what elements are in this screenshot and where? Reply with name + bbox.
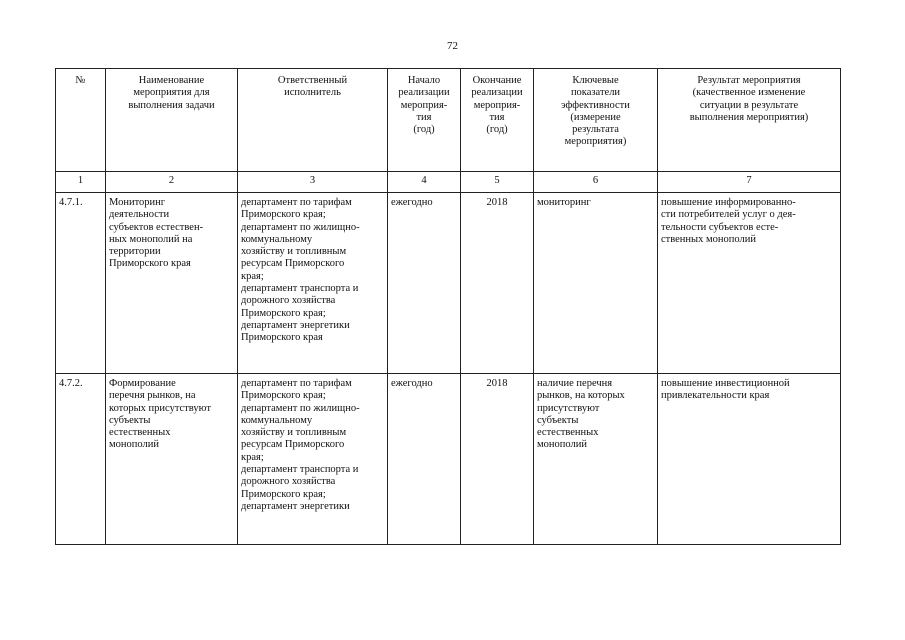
page-number: 72 (447, 40, 458, 52)
end-year: 2018 (461, 374, 534, 545)
column-number: 7 (658, 172, 841, 193)
header-result: Результат мероприятия (качественное изменение ситуации в результате выполнения мероприятия) (658, 69, 841, 172)
column-number: 6 (534, 172, 658, 193)
header-number: № (56, 69, 106, 172)
column-number: 2 (106, 172, 238, 193)
table-row (56, 374, 841, 545)
measure-result: повышение информированно- сти потребителей услуг о дея- тельности субъектов есте- ственных монополий (658, 193, 841, 374)
header-indicators: Ключевые показатели эффективности (измерение результата мероприятия) (534, 69, 658, 172)
column-number-row (56, 172, 841, 193)
measure-name: Мониторинг деятельности субъектов естествен- ных монополий на территории Приморского края (106, 193, 238, 374)
column-number: 4 (388, 172, 461, 193)
column-number: 5 (461, 172, 534, 193)
row-number: 4.7.1. (56, 193, 106, 374)
executor: департамент по тарифам Приморского края; департамент по жилищно- коммунальному хозяйству и топливным ресурсам Приморского края; департамент транспорта и дорожного хозяйства Приморского края; департамент энергетики (238, 374, 388, 545)
start-year: ежегодно (388, 193, 461, 374)
measure-name: Формирование перечня рынков, на которых присутствуют субъекты естественных монополий (106, 374, 238, 545)
key-indicators: мониторинг (534, 193, 658, 374)
column-number: 3 (238, 172, 388, 193)
end-year: 2018 (461, 193, 534, 374)
measure-result: повышение инвестиционной привлекательности края (658, 374, 841, 545)
row-number: 4.7.2. (56, 374, 106, 545)
column-number: 1 (56, 172, 106, 193)
table-row (56, 193, 841, 374)
header-start-year: Начало реализации мероприя- тия (год) (388, 69, 461, 172)
header-row (56, 69, 841, 172)
measures-table (55, 68, 841, 545)
key-indicators: наличие перечня рынков, на которых присутствуют субъекты естественных монополий (534, 374, 658, 545)
header-executor: Ответственный исполнитель (238, 69, 388, 172)
executor: департамент по тарифам Приморского края; департамент по жилищно- коммунальному хозяйству и топливным ресурсам Приморского края; департамент транспорта и дорожного хозяйства Приморского края; департамент энергетики Приморского края (238, 193, 388, 374)
header-measure-name: Наименование мероприятия для выполнения задачи (106, 69, 238, 172)
header-end-year: Окончание реализации мероприя- тия (год) (461, 69, 534, 172)
start-year: ежегодно (388, 374, 461, 545)
